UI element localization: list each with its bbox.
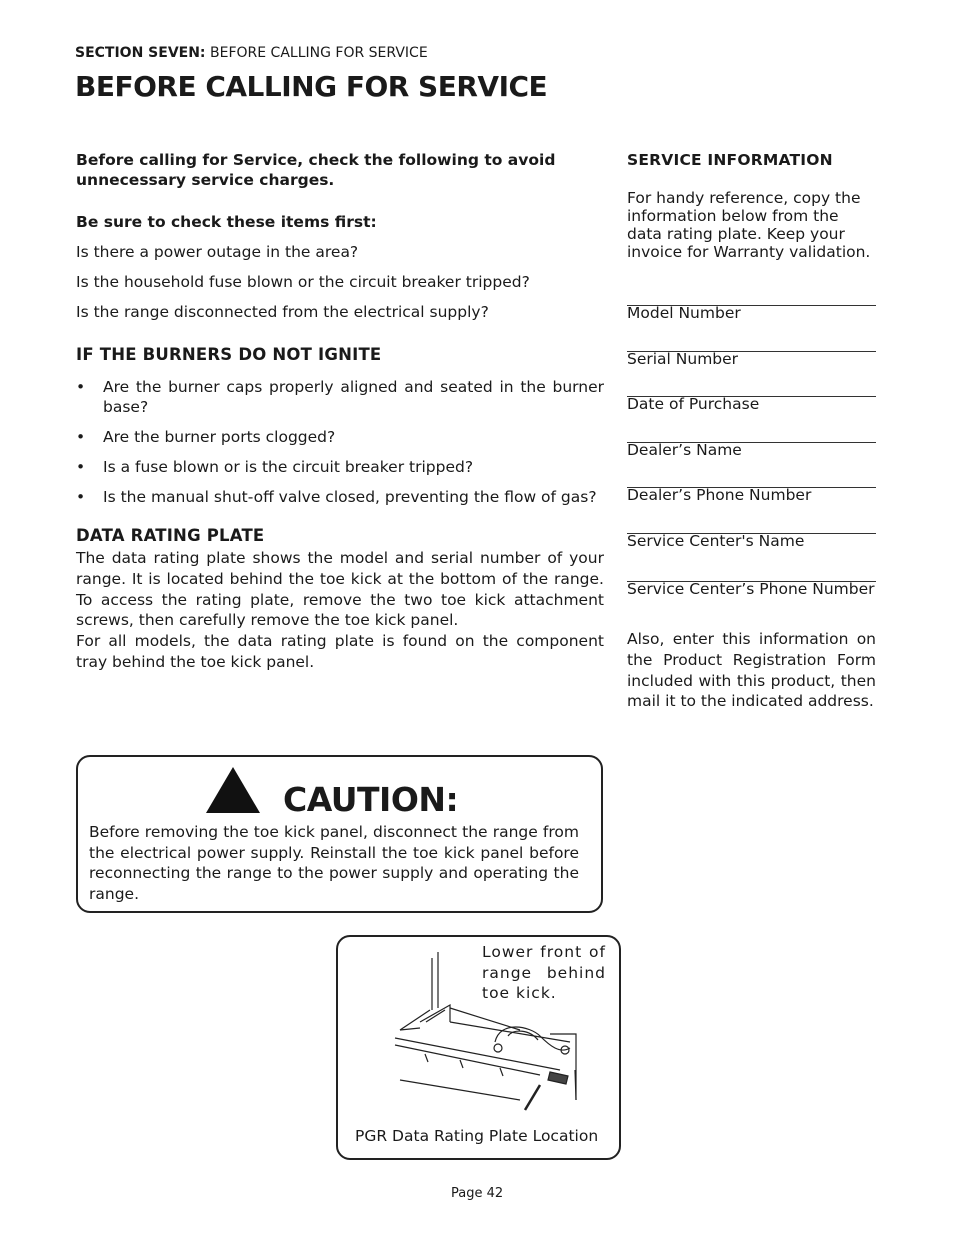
intro-text: Before calling for Service, check the following to avoid unnecessary service charges. — [76, 151, 556, 189]
service-center-name-label: Service Center's Name — [627, 532, 805, 550]
burner-item-text: Is the manual shut-off valve closed, preventing the flow of gas? — [103, 488, 597, 506]
burner-list-item — [76, 487, 604, 507]
figure-caption: PGR Data Rating Plate Location — [355, 1127, 599, 1145]
bullet: • — [76, 458, 86, 476]
burner-list-item — [76, 457, 604, 477]
section-label — [75, 45, 428, 61]
page-number: Page 42 — [451, 1186, 504, 1201]
burner-item-text: Are the burner ports clogged? — [103, 428, 336, 446]
burner-item-text: Are the burner caps properly aligned and seated in the burner base? — [103, 378, 604, 416]
burner-item-text: Is a fuse blown or is the circuit breaker tripped? — [103, 458, 474, 476]
caution-text: Before removing the toe kick panel, disconnect the range from the electrical power supply. Reinstall the toe kick panel before reconnecting the range to the power supply and operating the range. — [89, 823, 579, 903]
figure-note: Lower front of range behind toe kick. — [482, 943, 606, 1002]
serial-number-label: Serial Number — [627, 350, 739, 368]
service-info-heading: SERVICE INFORMATION — [627, 151, 833, 169]
rating-heading: DATA RATING PLATE — [76, 526, 265, 545]
check-item: Is the household fuse blown or the circuit breaker tripped? — [76, 273, 530, 291]
bullet: • — [76, 378, 86, 396]
warning-triangle-icon — [205, 766, 261, 814]
check-item: Is the range disconnected from the electrical supply? — [76, 303, 489, 321]
check-item: Is there a power outage in the area? — [76, 243, 359, 261]
burner-list-item — [76, 377, 604, 419]
service-center-phone-label: Service Center’s Phone Number — [627, 580, 875, 598]
bullet: • — [76, 428, 86, 446]
burner-list-item — [76, 427, 604, 447]
dealer-phone-label: Dealer’s Phone Number — [627, 486, 812, 504]
service-info-intro: For handy reference, copy the information below from the data rating plate. Keep your invoice for Warranty validation. — [627, 189, 871, 261]
registration-note: Also, enter this information on the Product Registration Form included with this product, then mail it to the indicated address. — [627, 630, 876, 711]
rating-paragraph: The data rating plate shows the model and serial number of your range. It is located behind the toe kick at the bottom of the range. To access the rating plate, remove the two toe kick attachment screws, then carefully remove the toe kick panel. — [76, 549, 604, 630]
rating-paragraph-2: For all models, the data rating plate is found on the component tray behind the toe kick panel. — [76, 632, 604, 671]
section-name: BEFORE CALLING FOR SERVICE — [210, 45, 428, 61]
caution-title: CAUTION: — [283, 780, 459, 819]
page-title: BEFORE CALLING FOR SERVICE — [75, 70, 548, 103]
check-heading: Be sure to check these items first: — [76, 213, 377, 231]
dealer-name-label: Dealer’s Name — [627, 441, 742, 459]
section-number: SECTION SEVEN: — [75, 45, 206, 61]
bullet: • — [76, 488, 86, 506]
purchase-date-label: Date of Purchase — [627, 395, 760, 413]
burners-heading: IF THE BURNERS DO NOT IGNITE — [76, 345, 382, 364]
model-number-label: Model Number — [627, 304, 741, 322]
